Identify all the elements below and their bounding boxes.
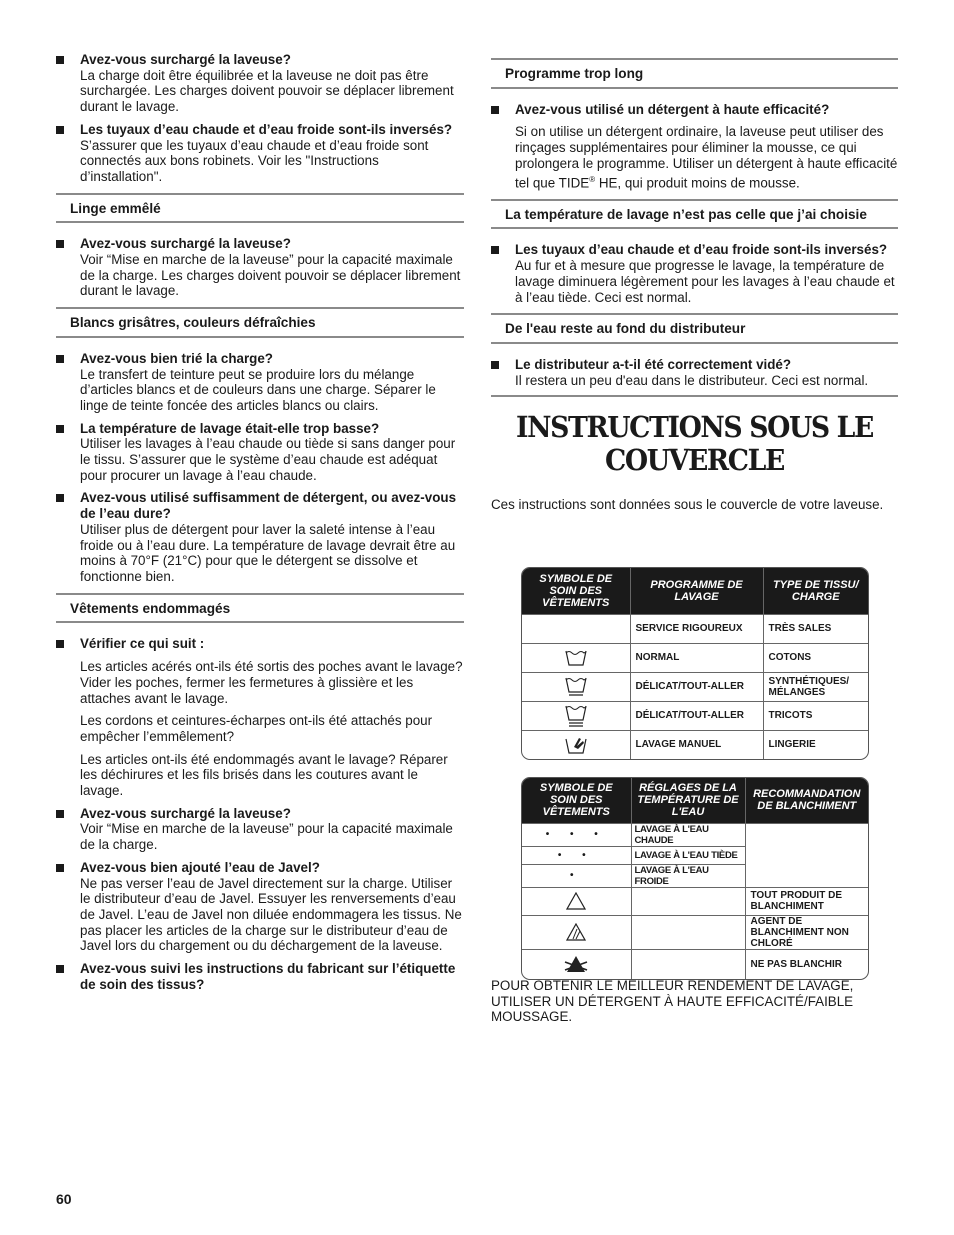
right-column [491,58,898,513]
water-temperature-table [521,777,869,980]
wash-cycle-table [521,567,869,760]
bleach-any-icon [522,887,631,915]
list-item: Avez-vous bien trié la charge? Le transfert de teinture peut se produire lors du mélange d’articles blancs et de couleurs dans une charge. Séparer le linge de teinte foncée des articles blancs ou clairs. [56,351,464,414]
table-row: • • LAVAGE À L'EAU TIÈDE [522,846,868,864]
table-row: NORMAL COTONS [522,643,868,672]
table-header: SYMBOLE DE SOIN DES VÊTEMENTS [522,778,631,823]
list-item: La température de lavage était-elle trop basse? Utiliser les lavages à l’eau chaude ou tiède si sans danger pour le tissu. S’assurer que le système d’eau chaude est adéquat pour procurer un lavage à l’eau chaude. [56,421,464,484]
section-title-blancs: Blancs grisâtres, couleurs défraîchies [56,307,464,338]
list-item: Vérifier ce qui suit : Les articles acérés ont-ils été sortis des poches avant le lavage? Vider les poches, fermer les fermetures à glissière et les attaches avant le lavage. Les cordons et ceintures-écharpes ont-ils été attachés pour empêcher l’emmêlement? Les articles ont-ils été endommagés avant le lavage? Réparer les déchirures et les fils brisés dans les coutures avant le lavage. [56,636,464,798]
do-not-bleach-icon [522,949,631,979]
left-column [56,52,464,999]
table-header: TYPE DE TISSU/ CHARGE [763,568,868,614]
hand-wash-icon [522,730,630,759]
list-item: Avez-vous surchargé la laveuse? Voir “Mise en marche de la laveuse” pour la capacité maximale de la charge. Les charges doivent pouvoir se déplacer librement durant le lavage. [56,236,464,299]
list-item: Avez-vous bien ajouté l’eau de Javel? Ne pas verser l’eau de Javel directement sur la charge. Utiliser le distributeur d’eau de Javel. Essuyer les renversements d’eau de Javel. L’eau de Javel non diluée endommagera les tissus. Ne pas placer les articles de la charge sur le distributeur d’eau de Javel lors du chargement ou du déchargement de la laveuse. [56,860,464,954]
table-row: DÉLICAT/TOUT-ALLER SYNTHÉTIQUES/ MÉLANGES [522,672,868,701]
table-row: NE PAS BLANCHIR [522,949,868,979]
section-title-programme: Programme trop long [491,58,898,89]
table-row: • LAVAGE À L'EAU FROIDE [522,864,868,887]
list-item: Avez-vous surchargé la laveuse? Voir “Mise en marche de la laveuse” pour la capacité maximale de la charge. [56,806,464,853]
table-row: LAVAGE MANUEL LINGERIE [522,730,868,759]
table-row: • • • LAVAGE À L'EAU CHAUDE [522,823,868,846]
bleach-non-chlorine-icon [522,915,631,949]
table-header: RECOMMANDATION DE BLANCHIMENT [745,778,868,823]
section-title-vetements: Vêtements endommagés [56,593,464,624]
list-item: Les tuyaux d’eau chaude et d’eau froide sont-ils inversés? Au fur et à mesure que progresse le lavage, la température de lavage diminuera légèrement pour les lavages à l’eau chaude et à l’eau tiède. Ceci est normal. [491,242,898,305]
washtub-permanent-press-icon [522,672,630,701]
page-number: 60 [56,1191,72,1207]
divider [491,395,898,397]
list-item: Le distributeur a-t-il été correctement vidé? Il restera un peu d'eau dans le distributeur. Ceci est normal. [491,357,898,388]
list-item: Avez-vous utilisé un détergent à haute efficacité? Si on utilise un détergent ordinaire, la laveuse peut utiliser des rinçages supplémentaires pour éliminer la mousse, ce qui prolongera le programme. Utiliser un détergent à haute efficacité tel que TIDE® HE, qui produit moins de mousse. [491,102,898,191]
page-title: INSTRUCTIONS SOUS LE COUVERCLE [515,410,874,478]
table-row: SERVICE RIGOUREUX TRÈS SALES [522,614,868,643]
table-row: TOUT PRODUIT DE BLANCHIMENT [522,887,868,915]
table-header: SYMBOLE DE SOIN DES VÊTEMENTS [522,568,630,614]
washtub-icon [522,643,630,672]
list-item: Avez-vous surchargé la laveuse? La charge doit être équilibrée et la laveuse ne doit pas être surchargée. Les charges doivent pouvoir se déplacer librement durant le lavage. [56,52,464,115]
list-item: Les tuyaux d’eau chaude et d’eau froide sont-ils inversés? S’assurer que les tuyaux d’eau chaude et d’eau froide sont connectés aux bons robinets. Voir les "Instructions d’installation". [56,122,464,185]
table-header: PROGRAMME DE LAVAGE [630,568,763,614]
list-item: Avez-vous suivi les instructions du fabricant sur l’étiquette de soin des tissus? [56,961,464,992]
list-item: Avez-vous utilisé suffisamment de détergent, ou avez-vous de l’eau dure? Utiliser plus de détergent pour laver la saleté intense à l’eau froide ou à l’eau dure. La température de lavage devrait être au moins à 70°F (21°C) pour que le détergent se dissolve et fonctionne bien. [56,490,464,584]
table-row: AGENT DE BLANCHIMENT NON CHLORÉ [522,915,868,949]
section-title-temperature: La température de lavage n’est pas celle que j’ai choisie [491,199,898,230]
section-title-linge: Linge emmêlé [56,193,464,224]
table-header: RÉGLAGES DE LA TEMPÉRATURE DE L'EAU [631,778,745,823]
section-title-distributeur: De l'eau reste au fond du distributeur [491,313,898,344]
detergent-note: POUR OBTENIR LE MEILLEUR RENDEMENT DE LAVAGE, UTILISER UN DÉTERGENT À HAUTE EFFICACITÉ/FAIBLE MOUSSAGE. [491,978,854,1025]
table-row: DÉLICAT/TOUT-ALLER TRICOTS [522,701,868,730]
washtub-delicate-icon [522,701,630,730]
intro-text: Ces instructions sont données sous le couvercle de votre laveuse. [491,497,884,513]
